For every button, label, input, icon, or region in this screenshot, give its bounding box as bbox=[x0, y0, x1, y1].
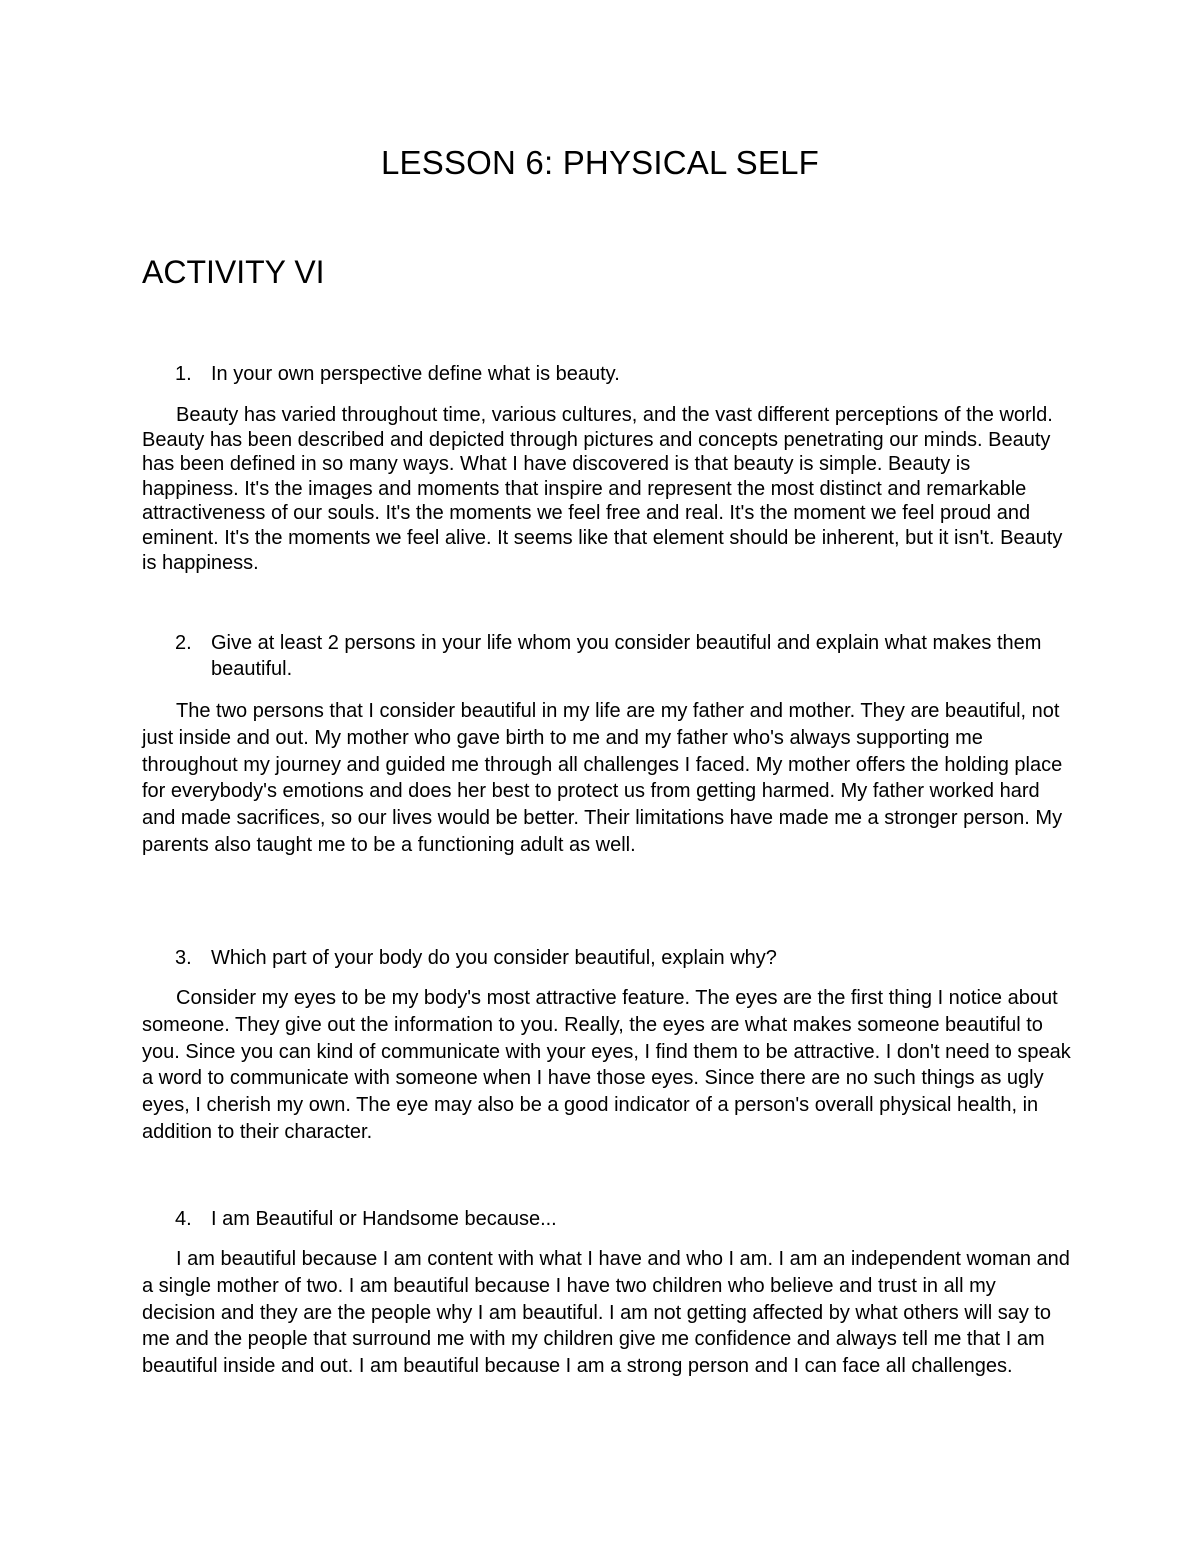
question-3 bbox=[175, 945, 1075, 971]
question-number: 3. bbox=[175, 947, 192, 969]
question-1 bbox=[175, 361, 1075, 387]
activity-heading: ACTIVITY VI bbox=[142, 254, 325, 290]
question-4 bbox=[175, 1206, 1075, 1232]
answer-3: Consider my eyes to be my body's most attractive feature. The eyes are the first thing I notice about someone. They give out the information to you. Really, the eyes are what makes someone beautiful to you. Since you can kind of communicate with your eyes, I find them to be attractive. I don't need to speak a word to communicate with someone when I have those eyes. Since there are no such things as ugly eyes, I cherish my own. The eye may also be a good indicator of a person's overall physical health, in addition to their character. bbox=[142, 987, 1071, 1143]
question-text: Give at least 2 persons in your life whom you consider beautiful and explain what makes them beautiful. bbox=[211, 632, 1042, 680]
lesson-title: LESSON 6: PHYSICAL SELF bbox=[380, 144, 820, 181]
question-text: In your own perspective define what is beauty. bbox=[211, 363, 620, 385]
answer-4: I am beautiful because I am content with what I have and who I am. I am an independent woman and a single mother of two. I am beautiful because I have two children who believe and trust in all my decision and they are the people why I am beautiful. I am not getting affected by what others will say to me and the people that surround me with my children give me confidence and always tell me that I am beautiful inside and out. I am beautiful because I am a strong person and I can face all challenges. bbox=[142, 1248, 1070, 1378]
answer-2: The two persons that I consider beautiful in my life are my father and mother. They are beautiful, not just inside and out. My mother who gave birth to me and my father who's always supporting me throughout my journey and guided me through all challenges I faced. My mother offers the holding place for everybody's emotions and does her best to protect us from getting harmed. My father worked hard and made sacrifices, so our lives would be better. Their limitations have made me a stronger person. My parents also taught me to be a functioning adult as well. bbox=[142, 700, 1063, 856]
question-number: 1. bbox=[175, 363, 192, 385]
question-2 bbox=[175, 630, 1075, 682]
answer-1: Beauty has varied throughout time, various cultures, and the vast different perceptions of the world. Beauty has been described and depicted through pictures and concepts penetrating our minds. Beauty has been defined in so many ways. What I have discovered is that beauty is simple. Beauty is happiness. It's the images and moments that inspire and represent the most distinct and remarkable attractiveness of our souls. It's the moments we feel free and real. It's the moment we feel proud and eminent. It's the moments we feel alive. It seems like that element should be inherent, but it isn't. Beauty is happiness. bbox=[142, 404, 1063, 574]
question-text: I am Beautiful or Handsome because... bbox=[211, 1208, 557, 1230]
question-number: 4. bbox=[175, 1208, 192, 1230]
question-text: Which part of your body do you consider beautiful, explain why? bbox=[211, 947, 777, 969]
question-number: 2. bbox=[175, 632, 192, 654]
